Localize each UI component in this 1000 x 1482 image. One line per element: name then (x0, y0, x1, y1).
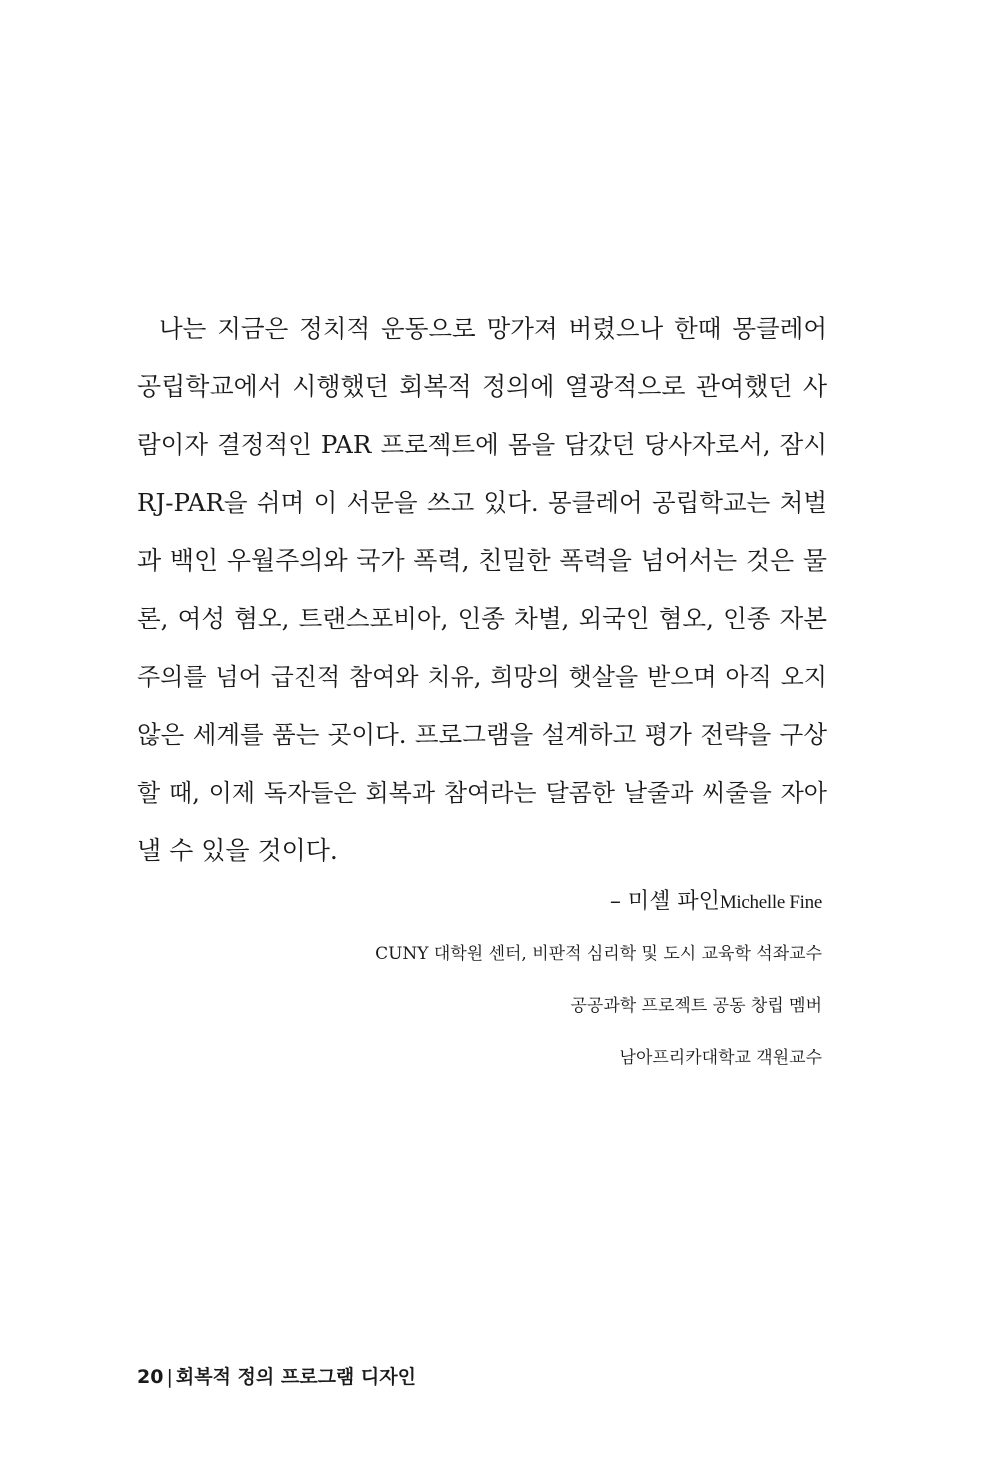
body-line: 낼 수 있을 것이다. (137, 836, 338, 865)
author-name-korean: – 미셸 파인 (609, 889, 720, 914)
body-line: 할 때, 이제 독자들은 회복과 참여라는 달콤한 날줄과 씨줄을 자아 (137, 779, 827, 807)
body-line: 않은 세계를 품는 곳이다. 프로그램을 설계하고 평가 전략을 구상 (137, 720, 827, 749)
author-attribution (375, 876, 822, 1084)
page-footer (137, 1362, 416, 1389)
body-line: 람이자 결정적인 PAR 프로젝트에 몸을 담갔던 당사자로서, 잠시 (137, 430, 827, 459)
body-line: RJ-PAR을 쉬며 이 서문을 쓰고 있다. 몽클레어 공립학교는 처벌 (137, 488, 827, 517)
page-number: 20 (137, 1366, 164, 1388)
footer-separator: | (166, 1366, 173, 1388)
running-title: 회복적 정의 프로그램 디자인 (175, 1366, 416, 1388)
body-line: 공립학교에서 시행했던 회복적 정의에 열광적으로 관여했던 사 (137, 372, 827, 401)
author-name-latin: Michelle Fine (719, 892, 822, 913)
preface-body (137, 300, 827, 880)
author-affiliation: 공공과학 프로젝트 공동 창립 멤버 (570, 996, 822, 1016)
body-line: 주의를 넘어 급진적 참여와 치유, 희망의 햇살을 받으며 아직 오지 (137, 663, 827, 691)
body-line: 나는 지금은 정치적 운동으로 망가져 버렸으나 한때 몽클레어 (159, 314, 827, 343)
body-line: 과 백인 우월주의와 국가 폭력, 친밀한 폭력을 넘어서는 것은 물 (137, 546, 827, 575)
author-name (375, 876, 822, 928)
body-line: 론, 여성 혐오, 트랜스포비아, 인종 차별, 외국인 혐오, 인종 자본 (137, 604, 827, 633)
author-affiliation: 남아프리카대학교 객원교수 (619, 1048, 822, 1068)
author-affiliation: CUNY 대학원 센터, 비판적 심리학 및 도시 교육학 석좌교수 (375, 944, 822, 964)
